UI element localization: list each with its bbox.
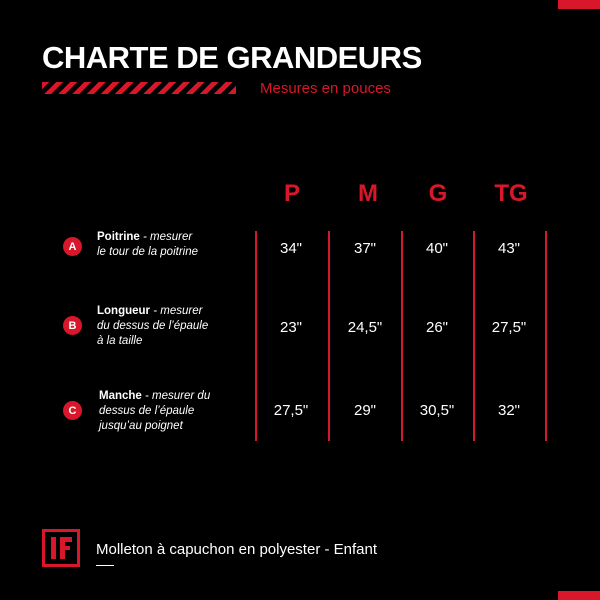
measure-name: Poitrine	[97, 231, 140, 243]
measure-instruction: - mesurer	[150, 305, 203, 317]
row-badge-a: A	[63, 237, 82, 256]
size-header-tg: TG	[494, 180, 528, 207]
units-subtitle: Mesures en pouces	[260, 80, 391, 97]
page-title: CHARTE DE GRANDEURS	[42, 40, 422, 75]
cell-value: 24,5"	[347, 319, 383, 336]
cell-value: 27,5"	[273, 402, 309, 419]
measure-instruction: le tour de la poitrine	[97, 246, 199, 258]
measure-instruction: à la taille	[97, 335, 143, 347]
row-badge-b: B	[63, 316, 82, 335]
measure-name: Longueur	[97, 305, 151, 317]
brand-logo-icon	[42, 529, 80, 567]
column-divider	[545, 231, 547, 441]
cell-value: 29"	[353, 402, 376, 419]
row-label-longueur	[97, 304, 208, 349]
size-header-g: G	[428, 180, 448, 207]
row-label-poitrine	[97, 230, 198, 260]
product-name: Molleton à capuchon en polyester - Enfant	[96, 541, 378, 558]
cell-value: 23"	[279, 319, 302, 336]
corner-accent-bottom	[558, 591, 600, 600]
cell-value: 37"	[353, 240, 376, 257]
corner-accent-top	[558, 0, 600, 9]
measure-instruction: du dessus de l’épaule	[97, 320, 209, 332]
measure-instruction: dessus de l’épaule	[99, 405, 195, 417]
measure-instruction: - mesurer	[139, 231, 193, 243]
cell-value: 34"	[279, 240, 302, 257]
cell-value: 32"	[497, 402, 520, 419]
measure-instruction: - mesurer du	[141, 390, 211, 402]
size-header-m: M	[358, 180, 378, 207]
cell-value: 43"	[497, 240, 520, 257]
measure-instruction: jusqu’au poignet	[99, 420, 183, 432]
hazard-stripe-decoration	[42, 82, 236, 94]
measure-name: Manche	[99, 390, 142, 402]
size-header-p: P	[283, 180, 300, 207]
cell-value: 26"	[425, 319, 448, 336]
cell-value: 30,5"	[419, 402, 455, 419]
footer-underline	[96, 565, 114, 566]
cell-value: 40"	[425, 240, 448, 257]
cell-value: 27,5"	[491, 319, 527, 336]
row-badge-c: C	[63, 401, 82, 420]
row-label-manche	[99, 389, 210, 434]
